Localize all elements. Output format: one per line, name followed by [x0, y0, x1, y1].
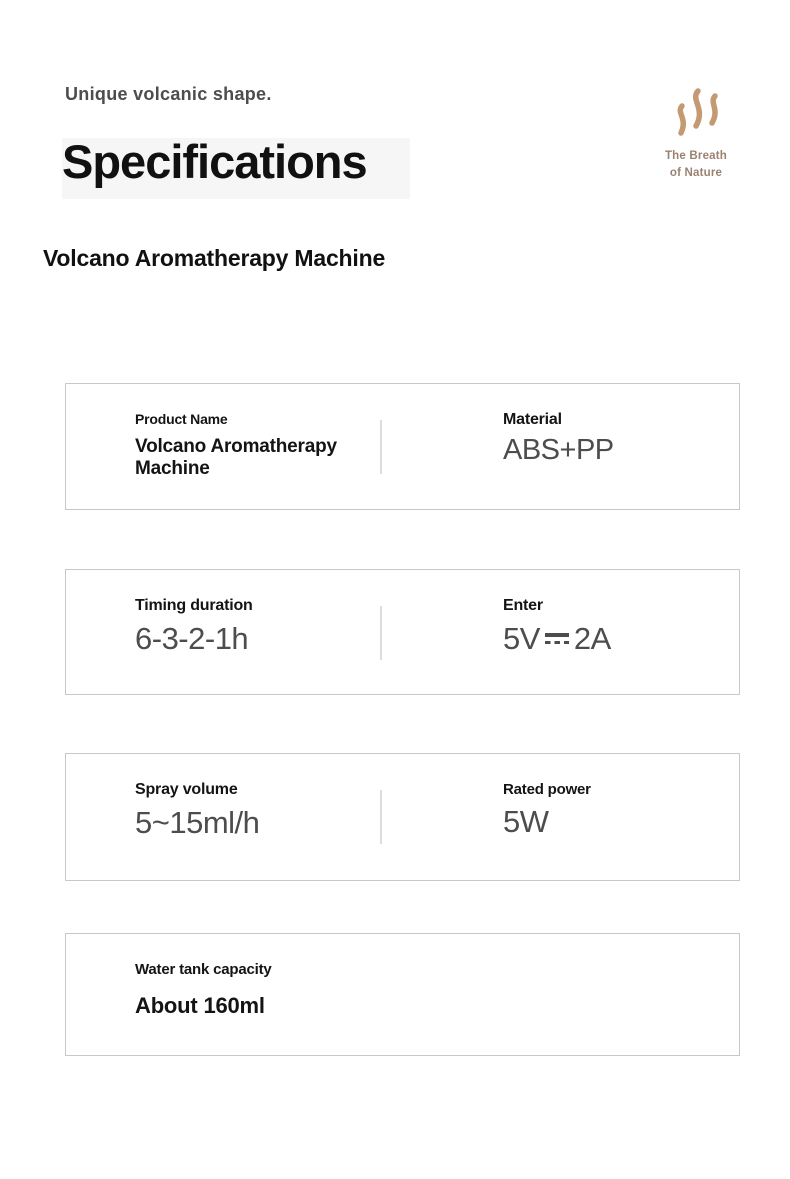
spec-label: Rated power: [503, 781, 591, 798]
brand-name: [640, 148, 752, 181]
spec-value: Volcano Aromatherapy Machine: [135, 436, 337, 479]
vertical-divider: [380, 420, 382, 474]
brand-name-line2: of Nature: [669, 166, 723, 179]
spec-value-prefix: 5V: [503, 621, 540, 656]
steam-waves-icon: [670, 88, 722, 138]
spec-cell: [503, 411, 614, 467]
spec-value: 5~15ml/h: [135, 805, 260, 840]
spec-card-product-material: [65, 383, 740, 510]
tagline: Unique volcanic shape.: [65, 84, 272, 104]
spec-card-timing-input: [65, 569, 740, 695]
spec-value: 6-3-2-1h: [135, 621, 249, 656]
spec-label: Material: [503, 411, 562, 428]
spec-cell: [135, 961, 272, 1019]
vertical-divider: [380, 790, 382, 844]
dc-current-symbol-icon: [545, 633, 569, 644]
spec-cell: [135, 781, 259, 841]
vertical-divider: [380, 606, 382, 660]
spec-cell: [503, 597, 611, 657]
spec-label: Spray volume: [135, 781, 238, 798]
spec-card-tank-capacity: [65, 933, 740, 1056]
spec-cell: [135, 411, 347, 480]
spec-label: Timing duration: [135, 597, 253, 614]
spec-cell: [135, 597, 253, 657]
product-subtitle: Volcano Aromatherapy Machine: [43, 245, 386, 271]
spec-value: ABS+PP: [503, 434, 614, 466]
spec-value: 5W: [503, 804, 549, 839]
spec-value-suffix: 2A: [573, 621, 611, 656]
brand-logo: [640, 88, 752, 181]
page-title: Specifications: [62, 135, 367, 188]
spec-cell: [503, 781, 591, 840]
spec-label: Water tank capacity: [135, 961, 272, 978]
spec-value: About 160ml: [135, 993, 265, 1018]
spec-label: Enter: [503, 597, 543, 614]
spec-label: Product Name: [135, 411, 228, 427]
spec-card-spray-power: [65, 753, 740, 881]
brand-name-line1: The Breath: [664, 150, 728, 162]
spec-value: [503, 621, 611, 657]
